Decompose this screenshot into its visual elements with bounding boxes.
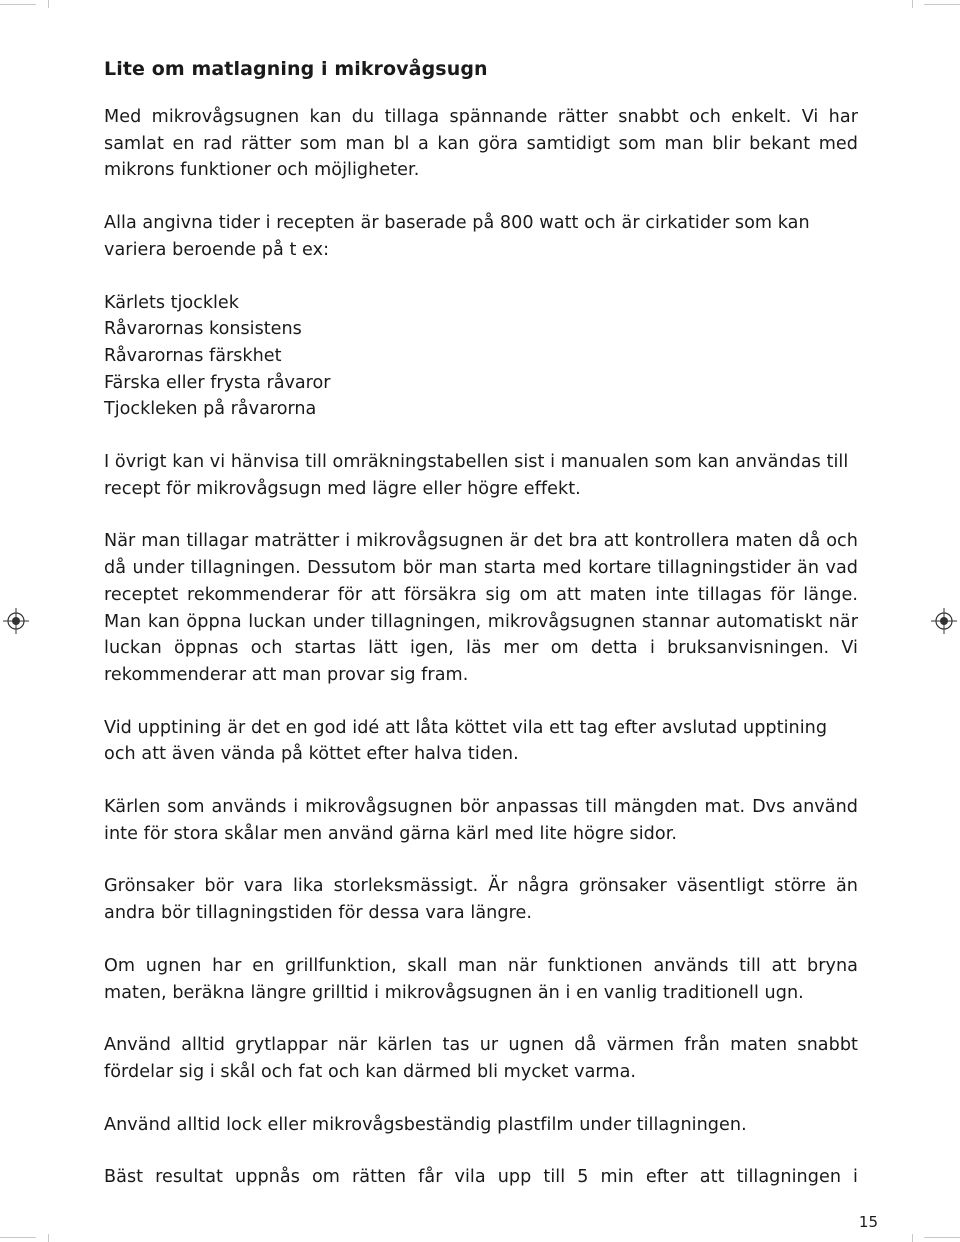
containers-paragraph: Kärlen som används i mikrovågsugnen bör anpassas till mängden mat. Dvs använd inte för stora skålar men använd gärna kärl med lite högre sidor. xyxy=(104,797,858,844)
page-number: 15 xyxy=(858,1213,878,1231)
list-item: Kärlets tjocklek xyxy=(104,292,239,313)
registration-mark-right-icon xyxy=(931,608,957,634)
factor-list xyxy=(104,290,858,424)
crop-mark-right-top xyxy=(924,4,960,5)
crop-mark-bottom-left xyxy=(48,1234,49,1242)
oven-mitts-paragraph: Använd alltid grytlappar när kärlen tas ur ugnen då värmen från maten snabbt fördelar sig i skål och fat och kan därmed bli mycket varma. xyxy=(104,1035,858,1082)
list-item: Råvarornas konsistens xyxy=(104,319,302,340)
conversion-table-paragraph: I övrigt kan vi hänvisa till omräkningstabellen sist i manualen som kan användas till recept för mikrovågsugn med lägre eller högre effekt. xyxy=(104,452,849,499)
list-item: Råvarornas färskhet xyxy=(104,345,282,366)
registration-mark-left-icon xyxy=(3,608,29,634)
grill-paragraph: Om ugnen har en grillfunktion, skall man när funktionen används till att bryna maten, beräkna längre grilltid i mikrovågsugnen än i en vanlig traditionell ugn. xyxy=(104,955,858,1003)
list-item: Färska eller frysta råvaror xyxy=(104,372,331,393)
page-title: Lite om matlagning i mikrovågsugn xyxy=(104,58,488,80)
thawing-paragraph: Vid upptining är det en god idé att låta köttet vila ett tag efter avslutad upptining och att även vända på köttet efter halva tiden. xyxy=(104,717,828,765)
lid-paragraph: Använd alltid lock eller mikrovågsbeständig plastfilm under tillagningen. xyxy=(104,1114,747,1135)
vegetables-paragraph: Grönsaker bör vara lika storleksmässigt. Är några grönsaker väsentligt större än andra bör tillagningstiden för dessa vara längre. xyxy=(104,876,858,924)
checking-food-paragraph: När man tillagar maträtter i mikrovågsugnen är det bra att kontrollera maten då och då under tillagningen. Dessutom bör man starta med kortare tillagningstider än vad receptet rekommenderar för att försäkra sig om att maten inte tillagas för länge. Man kan öppna luckan under tillagningen, mikrovågsugnen stannar automatiskt när luckan öppnas och startas lätt igen, läs mer om detta i bruksanvisningen. Vi rekommenderar att man provar sig fram. xyxy=(104,531,858,685)
crop-mark-bottom-right xyxy=(912,1234,913,1242)
crop-mark-right-bottom xyxy=(924,1237,960,1238)
page-content xyxy=(104,56,858,1217)
crop-mark-left-top xyxy=(0,4,36,5)
crop-mark-top-right xyxy=(912,0,913,8)
crop-mark-left-bottom xyxy=(0,1237,36,1238)
list-item: Tjockleken på råvarorna xyxy=(104,399,317,420)
intro-paragraph: Med mikrovågsugnen kan du tillaga spännande rätter snabbt och enkelt. Vi har samlat en rad rätter som man bl a kan göra samtidigt som man blir bekant med mikrons funktioner och möjligheter. xyxy=(104,107,858,181)
resting-paragraph: Bäst resultat uppnås om rätten får vila upp till 5 min efter att tillagningen i xyxy=(104,1167,858,1188)
crop-mark-top-left xyxy=(48,0,49,8)
times-note-paragraph: Alla angivna tider i recepten är baserade på 800 watt och är cirkatider som kan variera beroende på t ex: xyxy=(104,213,810,260)
